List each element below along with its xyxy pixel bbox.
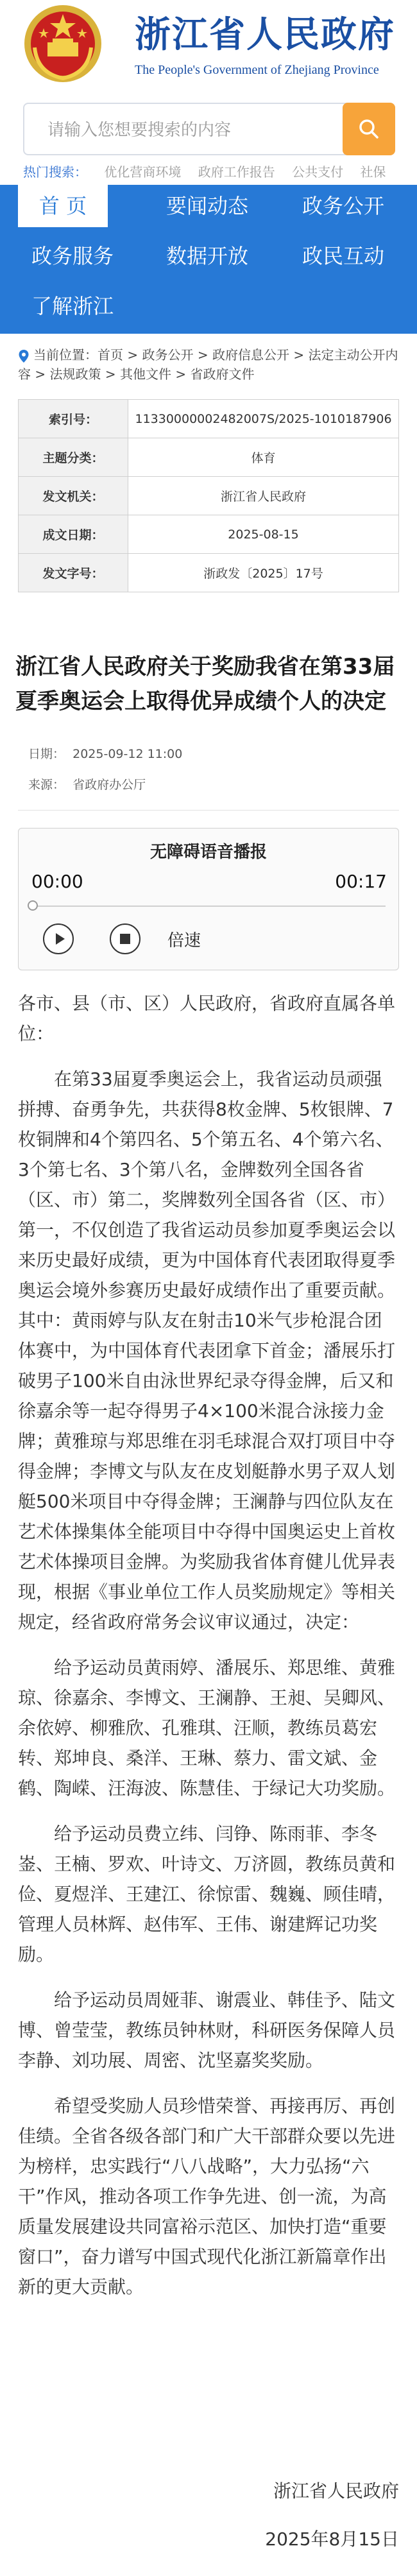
breadcrumb-separator: > — [171, 366, 191, 382]
play-button[interactable] — [43, 923, 74, 954]
site-header — [0, 0, 417, 108]
hot-search-label: 热门搜索： — [23, 164, 87, 180]
breadcrumb-separator: > — [31, 366, 50, 382]
table-row — [19, 477, 399, 515]
hot-search-keyword[interactable]: 政府工作报告 — [198, 164, 275, 180]
site-title: 浙江省人民政府 — [135, 13, 395, 56]
info-key: 发文机关： — [19, 477, 128, 515]
sign-org: 浙江省人民政府 — [273, 2480, 399, 2502]
breadcrumb-item[interactable]: 法定主动公开内容 — [18, 347, 398, 382]
stop-icon — [111, 925, 139, 953]
location-pin-icon — [18, 349, 30, 363]
nav-home[interactable]: 首 页 — [18, 185, 108, 227]
nav-gov-affairs[interactable]: 政务公开 — [302, 194, 384, 218]
breadcrumb-separator: > — [101, 366, 120, 382]
paragraph: 希望受奖励人员珍惜荣誉、再接再厉、再创佳绩。全省各级各部门和广大干部群众要以先进为榜样，忠实践行“八八战略”，大力弘扬“六干”作风，推动各项工作争先进、创一流，为高质量发展建设共同富裕示范区、加快打造“重要窗口”，奋力谱写中国式现代化浙江新篇章作出新的更大贡献。 — [18, 2095, 396, 2297]
info-value: 11330000002482007S/2025-1010187906 — [128, 400, 399, 438]
table-row — [19, 515, 399, 554]
paragraph: 给予运动员周娅菲、谢震业、韩佳予、陆文博、曾莹莹，教练员钟林财，科研医务保障人员李静、刘功展、周密、沈坚嘉奖奖励。 — [18, 1989, 396, 2071]
info-key: 成文日期： — [19, 515, 128, 554]
search-icon — [358, 118, 380, 140]
search-box — [23, 103, 395, 155]
progress-track[interactable] — [31, 906, 386, 907]
search-input[interactable] — [46, 117, 318, 144]
nav-about-zhejiang[interactable]: 了解浙江 — [31, 294, 114, 318]
table-row — [19, 438, 399, 477]
breadcrumb-item[interactable]: 其他文件 — [119, 366, 171, 382]
divider — [18, 810, 399, 811]
audio-player — [18, 828, 399, 970]
breadcrumb-item[interactable]: 政务公开 — [142, 347, 194, 363]
stop-button[interactable] — [110, 923, 140, 954]
paragraph: 给予运动员黄雨婷、潘展乐、郑思维、黄雅琼、徐嘉余、李博文、王澜静、王昶、吴卿风、余依婷、柳雅欣、孔雅琪、汪顺，教练员葛宏转、郑坤良、桑洋、王琳、蔡力、雷文斌、金鹤、陶嵘、汪海波、陈慧佳、于绿记大功奖励。 — [18, 1657, 396, 1799]
article-date — [28, 744, 182, 762]
sign-date: 2025年8月15日 — [265, 2529, 399, 2550]
info-key: 主题分类： — [19, 438, 128, 477]
article-body — [18, 988, 399, 2317]
paragraph: 给予运动员费立纬、闫铮、陈雨菲、李冬崟、王楠、罗欢、叶诗文、万济圆，教练员黄和俭、夏煜洋、王建江、徐惊雷、魏巍、顾佳晴，管理人员林辉、赵伟军、王伟、谢建辉记功奖励。 — [18, 1823, 396, 1965]
paragraph: 在第33届夏季奥运会上，我省运动员顽强拼搏、奋勇争先，共获得8枚金牌、5枚银牌、7枚铜牌和4个第四名、5个第五名、4个第六名、3个第七名、3个第八名，金牌数列全国各省（区、市）第二，奖牌数列全国各省（区、市）第一，不仅创造了我省运动员参加夏季奥运会以来历史最好成绩，更为中国体育代表团取得夏季奥运会境外参赛历史最好成绩作出了重要贡献。其中：黄雨婷与队友在射击10米气步枪混合团体赛中，为中国体育代表团拿下首金；潘展乐打破男子100米自由泳世界纪录夺得金牌，后又和徐嘉余等一起夺得男子4×100米混合泳接力金牌；黄雅琼与郑思维在羽毛球混合双打项目中夺得金牌；李博文与队友在皮划艇静水男子双人划艇500米项目中夺得金牌；王澜静与四位队友在艺术体操集体全能项目中夺得中国奥运史上首枚艺术体操项目金牌。为奖励我省体育健儿优异表现，根据《事业单位工作人员奖励规定》等相关规定，经省政府常务会议审议通过，决定： — [18, 1069, 396, 1633]
info-value: 浙江省人民政府 — [128, 477, 399, 515]
duration: 00:17 — [335, 871, 387, 892]
site-subtitle: The People's Government of Zhejiang Province — [135, 63, 379, 77]
current-time: 00:00 — [31, 871, 83, 892]
breadcrumb — [18, 345, 403, 384]
table-row — [19, 554, 399, 592]
hot-search-keyword[interactable]: 优化营商环境 — [104, 164, 182, 180]
breadcrumb-separator: > — [289, 347, 309, 363]
info-key: 发文字号： — [19, 554, 128, 592]
nav-news[interactable]: 要闻动态 — [166, 194, 248, 218]
breadcrumb-item[interactable]: 法规政策 — [49, 366, 101, 382]
hot-search-keyword[interactable]: 社保 — [360, 164, 386, 180]
breadcrumb-item[interactable]: 政府信息公开 — [212, 347, 289, 363]
date-label: 日期： — [28, 747, 65, 761]
breadcrumb-item[interactable]: 省政府文件 — [190, 366, 255, 382]
source-value: 省政府办公厅 — [72, 778, 146, 792]
hot-search — [23, 162, 398, 180]
info-value: 体育 — [128, 438, 399, 477]
main-nav — [0, 185, 417, 334]
search-button[interactable] — [343, 103, 395, 155]
article-source — [28, 775, 146, 793]
play-icon — [44, 925, 72, 953]
nav-interaction[interactable]: 政民互动 — [302, 244, 384, 268]
nav-open-data[interactable]: 数据开放 — [166, 244, 248, 268]
breadcrumb-separator: > — [123, 347, 142, 363]
progress-knob[interactable] — [28, 900, 38, 911]
speed-button[interactable]: 倍速 — [167, 931, 201, 950]
info-value: 浙政发〔2025〕17号 — [128, 554, 399, 592]
paragraph: 各市、县（市、区）人民政府，省政府直属各单位： — [18, 993, 396, 1044]
table-row — [19, 400, 399, 438]
breadcrumb-label: 当前位置： — [33, 347, 98, 363]
document-info-table — [18, 399, 399, 592]
nav-gov-services[interactable]: 政务服务 — [31, 244, 114, 268]
hot-search-keyword[interactable]: 公共支付 — [292, 164, 344, 180]
breadcrumb-item[interactable]: 首页 — [98, 347, 123, 363]
info-key: 索引号： — [19, 400, 128, 438]
player-title: 无障碍语音播报 — [149, 843, 267, 862]
date-value: 2025-09-12 11:00 — [72, 747, 183, 761]
breadcrumb-separator: > — [193, 347, 212, 363]
article-title: 浙江省人民政府关于奖励我省在第33届夏季奥运会上取得优异成绩个人的决定 — [15, 654, 395, 714]
source-label: 来源： — [28, 778, 65, 792]
national-emblem-icon — [22, 3, 104, 85]
info-value: 2025-08-15 — [128, 515, 399, 554]
